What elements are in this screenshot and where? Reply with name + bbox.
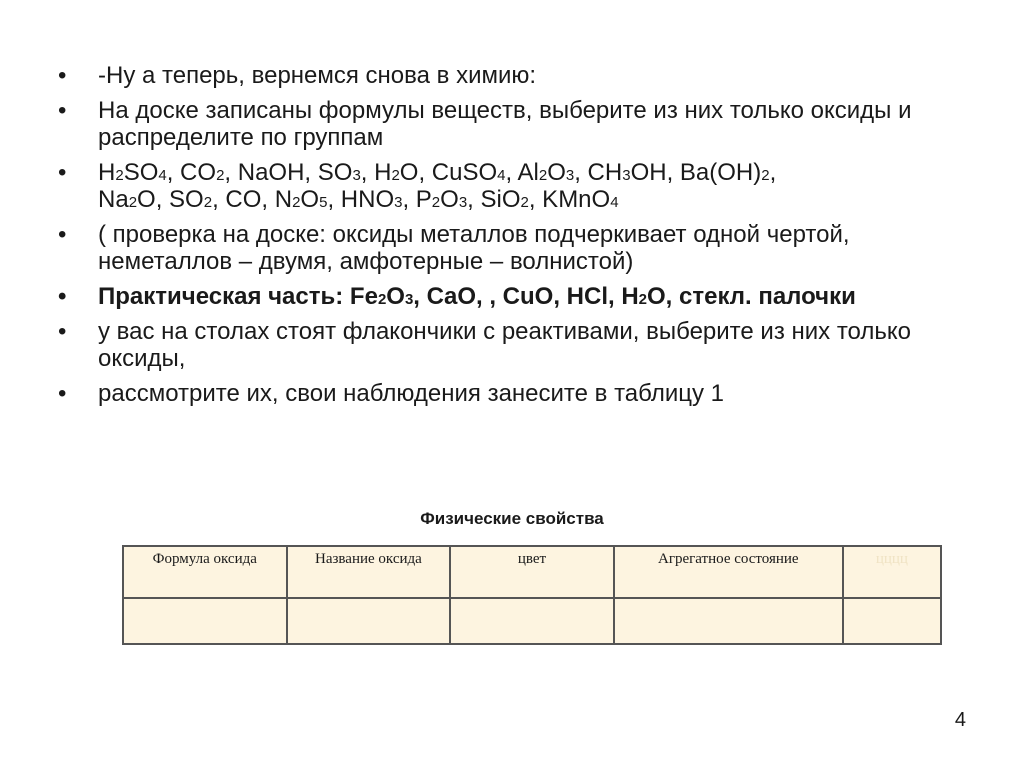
table-row: [123, 598, 941, 644]
bullet-dot-icon: •: [58, 380, 67, 407]
formula-line-2: Na2O, SO2, CO, N2O5, HNO3, P2O3, SiO2, KMnO4: [98, 186, 619, 213]
properties-table: [122, 545, 942, 645]
bullet-text: у вас на столах стоят флакончики с реактивами, выберите из них только оксиды,: [98, 318, 911, 372]
header-state: Агрегатное состояние: [614, 546, 843, 598]
header-name: Название оксида: [287, 546, 451, 598]
bullet-text: На доске записаны формулы веществ, выберите из них только оксиды и распределите по группам: [98, 97, 912, 151]
bullet-task: [58, 97, 958, 151]
bullet-dot-icon: •: [58, 318, 67, 345]
bullet-formulas: [58, 159, 958, 213]
bullet-text: ( проверка на доске: оксиды металлов подчеркивает одной чертой, неметаллов – двумя, амфотерные – волнистой): [98, 221, 850, 275]
bullet-dot-icon: •: [58, 283, 67, 310]
header-formula: Формула оксида: [123, 546, 287, 598]
table-cell[interactable]: [843, 598, 941, 644]
practical-text: Практическая часть: Fe2O3, CaO, , CuO, HCl, H2O, стекл. палочки: [98, 283, 856, 310]
table-cell[interactable]: [614, 598, 843, 644]
bullet-dot-icon: •: [58, 97, 67, 124]
table-header-row: [123, 546, 941, 598]
bullet-list: [58, 62, 958, 415]
page-number: 4: [954, 709, 966, 731]
bullet-check: [58, 221, 958, 275]
table-cell[interactable]: [123, 598, 287, 644]
bullet-practical: [58, 283, 958, 310]
table-cell[interactable]: [450, 598, 614, 644]
bullet-reagents: [58, 318, 958, 372]
bullet-dot-icon: •: [58, 62, 67, 89]
formula-line-1: H2SO4, CO2, NaOH, SO3, H2O, CuSO4, Al2O3, CH3OH, Ba(OH)2,: [98, 159, 777, 186]
bullet-intro: [58, 62, 958, 89]
header-extra: цццц: [843, 546, 941, 598]
bullet-dot-icon: •: [58, 159, 67, 186]
bullet-observe: [58, 380, 958, 407]
bullet-text: рассмотрите их, свои наблюдения занесите в таблицу 1: [98, 380, 724, 407]
bullet-dot-icon: •: [58, 221, 67, 248]
table-title: Физические свойства: [420, 509, 604, 528]
table-cell[interactable]: [287, 598, 451, 644]
bullet-text: -Ну а теперь, вернемся снова в химию:: [98, 62, 537, 89]
header-color: цвет: [450, 546, 614, 598]
